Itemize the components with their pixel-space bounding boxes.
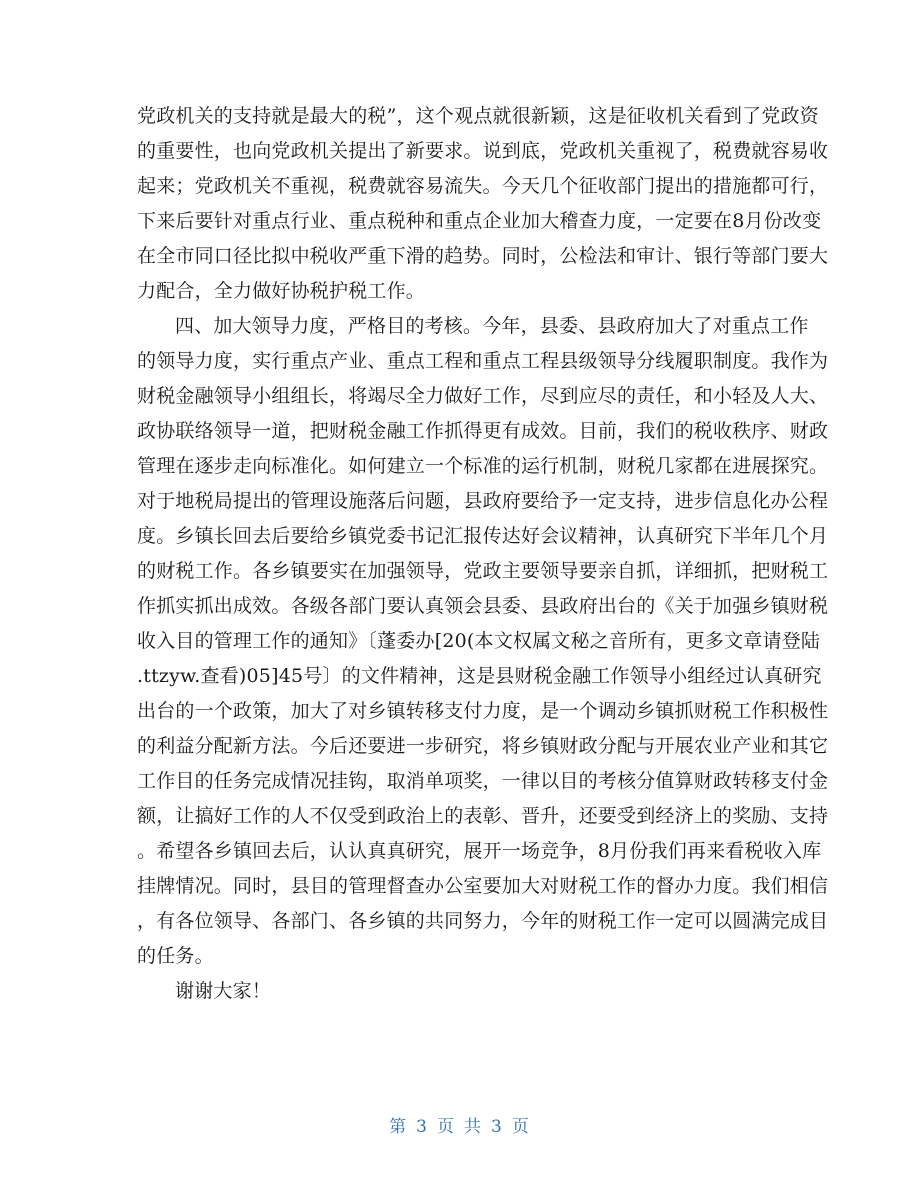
paragraph (137, 974, 785, 1009)
text-line: 挂牌情况。同时，县目的管理督查办公室要加大对财税工作的督办力度。我们相信 (137, 875, 829, 897)
text-line: 的领导力度，实行重点产业、重点工程和重点工程县级领导分线履职制度。我作为 (137, 350, 829, 372)
text-line: 的重要性，也向党政机关提出了新要求。说到底，党政机关重视了，税费就容易收 (137, 140, 829, 162)
footer-total-pages: 3 (491, 1117, 504, 1137)
text-line: 额，让搞好工作的人不仅受到政治上的表彰、晋升，还要受到经济上的奖励、支持 (137, 805, 829, 827)
footer-label-total: 共 (464, 1117, 483, 1137)
text-line: 对于地税局提出的管理设施落后问题，县政府要给予一定支持，进步信息化办公程 (137, 490, 829, 512)
text-line: 财税金融领导小组组长，将竭尽全力做好工作，尽到应尽的责任，和小轻及人大、 (137, 385, 829, 407)
text-line: 党政机关的支持就是最大的税”，这个观点就很新颖，这是征收机关看到了党政资 (137, 105, 819, 127)
text-line: 度。乡镇长回去后要给乡镇党委书记汇报传达好会议精神，认真研究下半年几个月 (137, 525, 829, 547)
text-line: 在全市同口径比拟中税收严重下滑的趋势。同时，公检法和审计、银行等部门要大 (137, 245, 829, 267)
text-line: 管理在逐步走向标准化。如何建立一个标准的运行机制，财税几家都在进展探究。 (137, 455, 829, 477)
page-footer (0, 1112, 920, 1137)
text-line: .ttzyw.查看)05]45号〕的文件精神，这是县财税金融工作领导小组经过认真研究 (137, 665, 822, 687)
footer-label-unit: 页 (437, 1117, 456, 1137)
paragraph (137, 309, 829, 974)
text-line: 作抓实抓出成效。各级各部门要认真领会县委、县政府出台的《关于加强乡镇财税 (137, 595, 829, 617)
footer-label-page: 第 (389, 1117, 409, 1137)
text-line: 的任务。 (137, 945, 214, 967)
footer-label-unit2: 页 (511, 1117, 531, 1137)
text-line: 工作目的任务完成情况挂钩，取消单项奖，一律以目的考核分值算财政转移支付金 (137, 770, 829, 792)
paragraph (137, 99, 829, 309)
text-line: 。希望各乡镇回去后，认认真真研究，展开一场竞争，8月份我们再来看税收入库 (137, 840, 822, 862)
text-line: 收入目的管理工作的通知》〔蓬委办[20(本文权属文秘之音所有，更多文章请登陆 (137, 630, 821, 652)
text-line: 起来；党政机关不重视，税费就容易流失。今天几个征收部门提出的措施都可行， (137, 175, 829, 197)
text-line: 力配合，全力做好协税护税工作。 (137, 280, 426, 302)
text-line: 四、加大领导力度，严格目的考核。今年，县委、县政府加大了对重点工作 (175, 315, 809, 337)
footer-current-page: 3 (416, 1117, 429, 1137)
text-line: 下来后要针对重点行业、重点税种和重点企业加大稽查力度，一定要在8月份改变 (137, 210, 822, 232)
text-line: 的财税工作。各乡镇要实在加强领导，党政主要领导要亲自抓，详细抓，把财税工 (137, 560, 829, 582)
text-line: 出台的一个政策，加大了对乡镇转移支付力度，是一个调动乡镇抓财税工作积极性 (137, 700, 829, 722)
text-line: 谢谢大家！ (175, 980, 272, 1002)
text-line: ，有各位领导、各部门、各乡镇的共同努力，今年的财税工作一定可以圆满完成目 (137, 910, 829, 932)
text-line: 的利益分配新方法。今后还要进一步研究，将乡镇财政分配与开展农业产业和其它 (137, 735, 829, 757)
text-line: 政协联络领导一道，把财税金融工作抓得更有成效。目前，我们的税收秩序、财政 (137, 420, 829, 442)
document-body (137, 99, 829, 1009)
